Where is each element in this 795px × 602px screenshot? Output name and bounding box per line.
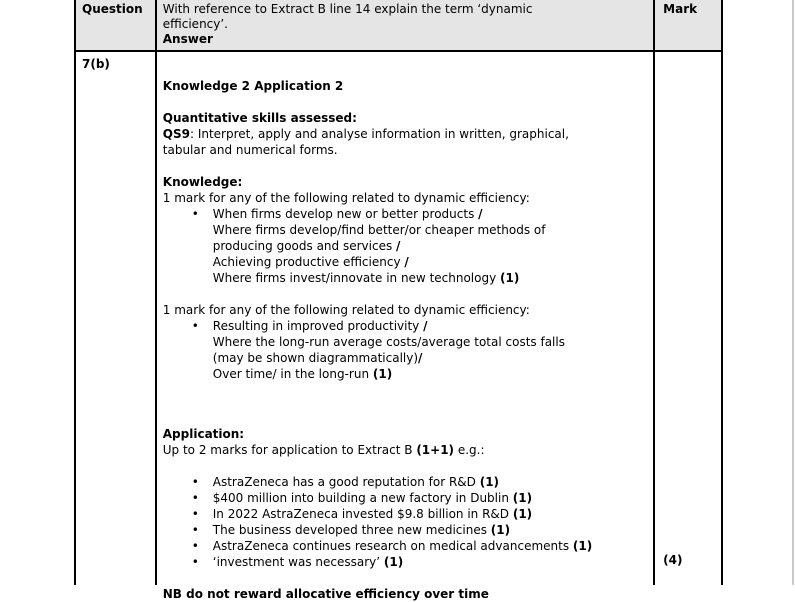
text-run: Resulting in improved productivity xyxy=(212,319,424,333)
text-run: (1) xyxy=(383,555,404,569)
bullet-item xyxy=(163,554,639,570)
answer-content xyxy=(163,58,639,602)
text-run: Knowledge: xyxy=(162,175,243,189)
bullet-marker-icon: • xyxy=(191,207,199,221)
text-run: Where the long-run average costs/average total costs falls xyxy=(212,335,565,349)
question-text: With reference to Extract B line 14 explain the term ‘dynamic efficiency’. xyxy=(162,2,533,31)
page-edge-line xyxy=(792,0,794,585)
text-run: When firms develop new or better products xyxy=(212,207,479,221)
bullet-marker-icon: • xyxy=(191,475,199,489)
text-line xyxy=(163,142,639,158)
text-run: (1) xyxy=(372,367,393,381)
text-run: : Interpret, apply and analyse information in written, graphical, xyxy=(189,127,569,141)
text-run: In 2022 AstraZeneca invested $9.8 billion in R&D xyxy=(212,507,513,521)
text-run: Quantitative skills assessed: xyxy=(162,111,357,125)
text-run: Over time/ in the long-run xyxy=(212,367,373,381)
text-run: (1) xyxy=(479,475,500,489)
text-run: (1) xyxy=(512,507,533,521)
text-run: (1+1) xyxy=(416,443,455,457)
text-run: / xyxy=(423,319,428,333)
text-run: The business developed three new medicines xyxy=(212,523,491,537)
text-line xyxy=(163,174,639,190)
bullet-item xyxy=(163,522,639,538)
bullet-marker-icon: • xyxy=(191,523,199,537)
table-body-row xyxy=(76,52,721,601)
bullet-marker-icon: • xyxy=(191,491,199,505)
text-run: (may be shown diagrammatically) xyxy=(212,351,419,365)
text-run: / xyxy=(404,255,409,269)
question-column-label: Question xyxy=(82,2,143,16)
text-line xyxy=(163,586,639,602)
text-line xyxy=(163,426,639,442)
spacer xyxy=(163,94,639,110)
text-line xyxy=(163,126,639,142)
mark-value: (4) xyxy=(663,553,683,567)
text-line xyxy=(163,190,639,206)
header-cell-mark xyxy=(655,0,721,50)
bullet-item xyxy=(163,474,639,490)
text-run: NB do not reward allocative efficiency over time xyxy=(162,587,489,601)
spacer xyxy=(163,458,639,474)
text-run: (1) xyxy=(490,523,511,537)
answer-cell xyxy=(157,52,655,601)
mark-cell xyxy=(655,52,721,585)
text-run: ‘investment was necessary’ xyxy=(212,555,384,569)
spacer xyxy=(163,570,639,586)
text-line xyxy=(163,78,639,94)
bullet-continuation-line xyxy=(163,366,639,382)
bullet-item xyxy=(163,538,639,554)
text-run: QS9 xyxy=(162,127,190,141)
spacer xyxy=(163,58,639,78)
bullet-continuation-line xyxy=(163,222,639,238)
bullet-continuation-line xyxy=(163,350,639,366)
mark-scheme-table xyxy=(74,0,723,601)
question-number-cell xyxy=(76,52,157,585)
text-run: $400 million into building a new factory in Dublin xyxy=(212,491,513,505)
text-run: Achieving productive efficiency xyxy=(212,255,405,269)
table-header-row xyxy=(76,0,721,52)
text-line xyxy=(163,302,639,318)
bullet-continuation-line xyxy=(163,270,639,286)
text-run: e.g.: xyxy=(454,443,485,457)
text-line xyxy=(163,442,639,458)
text-run: tabular and numerical forms. xyxy=(162,143,338,157)
header-cell-question xyxy=(76,0,157,50)
text-run: Knowledge 2 Application 2 xyxy=(162,79,344,93)
text-run: (1) xyxy=(512,491,533,505)
bullet-item xyxy=(163,206,639,222)
text-run: / xyxy=(478,207,483,221)
bullet-marker-icon: • xyxy=(191,319,199,333)
mark-column-label: Mark xyxy=(663,2,698,16)
bullet-item xyxy=(163,490,639,506)
text-run: (1) xyxy=(572,539,593,553)
bullet-item xyxy=(163,318,639,334)
text-run: AstraZeneca continues research on medical advancements xyxy=(212,539,573,553)
question-number: 7(b) xyxy=(82,57,110,71)
bullet-marker-icon: • xyxy=(191,555,199,569)
text-line xyxy=(163,110,639,126)
bullet-marker-icon: • xyxy=(191,507,199,521)
text-run: 1 mark for any of the following related to dynamic efficiency: xyxy=(162,191,530,205)
spacer xyxy=(163,158,639,174)
text-run: producing goods and services xyxy=(212,239,397,253)
text-run: / xyxy=(418,351,423,365)
text-run: / xyxy=(396,239,401,253)
bullet-continuation-line xyxy=(163,238,639,254)
bullet-marker-icon: • xyxy=(191,539,199,553)
answer-column-label: Answer xyxy=(162,32,213,46)
text-run: Where firms invest/innovate in new technology xyxy=(212,271,501,285)
text-run: Application: xyxy=(162,427,245,441)
bullet-continuation-line xyxy=(163,334,639,350)
text-run: AstraZeneca has a good reputation for R&D xyxy=(212,475,480,489)
text-run: 1 mark for any of the following related to dynamic efficiency: xyxy=(162,303,530,317)
bullet-item xyxy=(163,506,639,522)
bullet-continuation-line xyxy=(163,254,639,270)
text-run: Where firms develop/find better/or cheaper methods of xyxy=(212,223,546,237)
spacer xyxy=(163,286,639,302)
spacer xyxy=(163,382,639,426)
header-cell-answer xyxy=(157,0,655,50)
text-run: (1) xyxy=(500,271,520,285)
text-run: Up to 2 marks for application to Extract B xyxy=(162,443,417,457)
